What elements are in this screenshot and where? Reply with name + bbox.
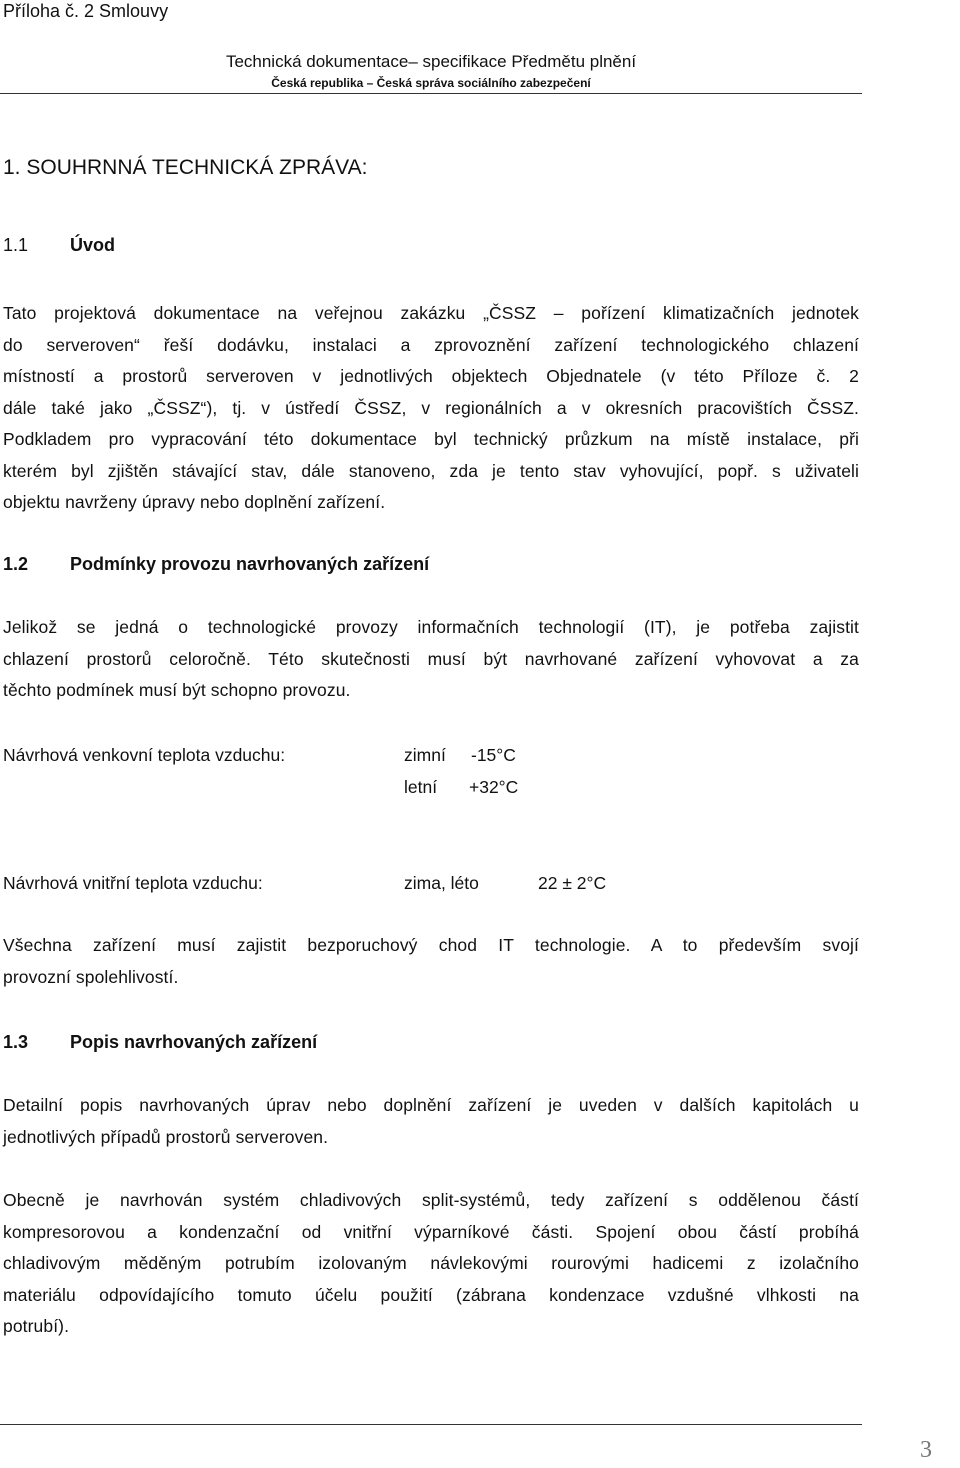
outdoor-winter-label: zimní: [404, 745, 446, 765]
paragraph-line: objektu navrženy úpravy nebo doplnění zařízení.: [3, 492, 386, 512]
paragraph-line: provozní spolehlivostí.: [3, 966, 179, 987]
outdoor-winter-value: -15°C: [471, 745, 516, 765]
indoor-season-label: zima, léto: [404, 873, 479, 893]
section-title: Podmínky provozu navrhovaných zařízení: [70, 554, 430, 574]
footer-divider: [0, 1424, 862, 1425]
header-divider: [0, 93, 862, 94]
section-number: 1.1: [3, 235, 29, 255]
paragraph-line: kterém byl zjištěn stávající stav, dále stanoveno, zda je tento stav vyhovující, popř. s uživateli: [3, 460, 859, 481]
paragraph-line: chladivovým měděným potrubím izolovaným návlekovými rourovými hadicemi z izolačního: [3, 1253, 859, 1273]
section-heading-1-3: [3, 1031, 317, 1053]
annex-label: Příloha č. 2 Smlouvy: [3, 1, 169, 21]
section-number: 1.2: [3, 554, 29, 574]
main-heading: 1. SOUHRNNÁ TECHNICKÁ ZPRÁVA:: [3, 156, 368, 179]
paragraph-line: těchto podmínek musí být schopno provozu.: [3, 680, 351, 700]
paragraph-line: Tato projektová dokumentace na veřejnou zakázku „ČSSZ – pořízení klimatizačních jednotek: [3, 303, 859, 323]
paragraph-line: dále také jako „ČSSZ“), tj. v ústředí ČSSZ, v regionálních a v okresních pracovištích ČSSZ.: [3, 397, 859, 418]
paragraph-line: Obecně je navrhován systém chladivových split-systémů, tedy zařízení s oddělenou částí: [3, 1190, 859, 1210]
paragraph-line: potrubí).: [3, 1316, 70, 1336]
paragraph-line: do serveroven“ řeší dodávku, instalaci a zprovoznění zařízení technologického chlazení: [3, 334, 859, 355]
outdoor-temp-label: Návrhová venkovní teplota vzduchu:: [3, 745, 286, 765]
outdoor-summer-label: letní: [404, 777, 438, 797]
page-number: 3: [920, 1437, 932, 1463]
document-subtitle: Česká republika – Česká správa sociálního zabezpečení: [271, 76, 591, 90]
indoor-temp-value: 22 ± 2°C: [538, 873, 607, 893]
paragraph-line: Jelikož se jedná o technologické provozy informačních technologií (IT), je potřeba zajistit: [3, 617, 859, 637]
intro-paragraph: [3, 298, 859, 519]
document-title: Technická dokumentace– specifikace Předmětu plnění: [225, 52, 637, 71]
paragraph-line: Všechna zařízení musí zajistit bezporuchový chod IT technologie. A to především svojí: [3, 935, 859, 955]
system-paragraph: [3, 1185, 859, 1343]
paragraph-line: Podkladem pro vypracování této dokumentace byl technický průzkum na místě instalace, při: [3, 429, 859, 449]
section-title: Popis navrhovaných zařízení: [70, 1032, 318, 1052]
paragraph-line: chlazení prostorů celoročně. Této skutečnosti musí být navrhované zařízení vyhovovat a za: [3, 648, 859, 669]
paragraph-line: jednotlivých případů prostorů serveroven.: [3, 1126, 329, 1147]
indoor-temp-label: Návrhová vnitřní teplota vzduchu:: [3, 873, 263, 893]
detail-paragraph: [3, 1090, 859, 1153]
section-number: 1.3: [3, 1032, 29, 1052]
paragraph-line: Detailní popis navrhovaných úprav nebo doplnění zařízení je uveden v dalších kapitolách u: [3, 1095, 859, 1115]
outdoor-summer-value: +32°C: [469, 777, 519, 797]
section-heading-1-2: [3, 553, 429, 575]
paragraph-line: místností a prostorů serveroven v jednotlivých objektech Objednatele (v této Příloze č. 2: [3, 366, 859, 386]
section-title: Úvod: [70, 235, 115, 255]
paragraph-line: kompresorovou a kondenzační od vnitřní výparníkové části. Spojení obou částí probíhá: [3, 1221, 859, 1242]
paragraph-line: materiálu odpovídajícího tomuto účelu použití (zábrana kondenzace vzdušné vlhkosti na: [3, 1284, 859, 1305]
conditions-paragraph: [3, 612, 859, 707]
reliability-paragraph: [3, 930, 859, 993]
section-heading-1-1: [3, 234, 115, 256]
